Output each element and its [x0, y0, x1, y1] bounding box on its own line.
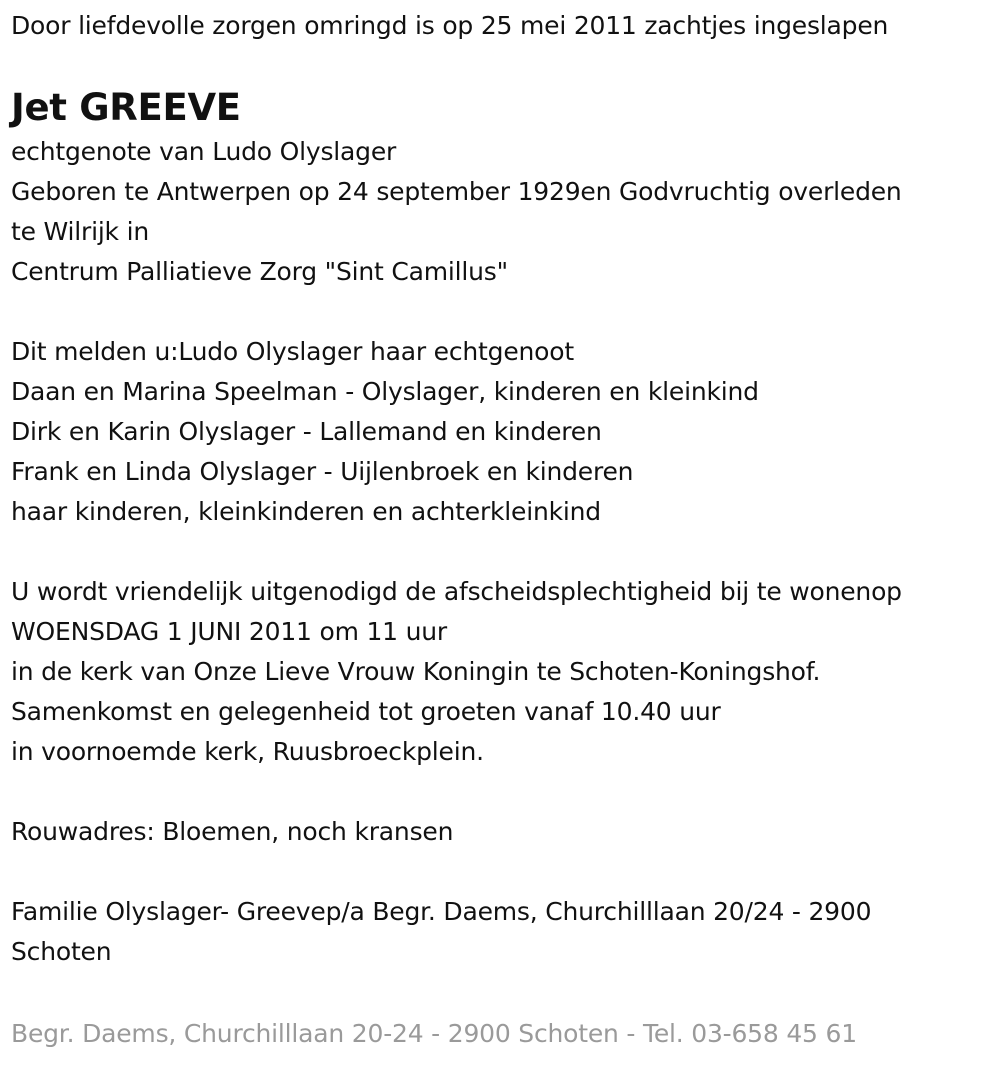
funeral-home-footer: Begr. Daems, Churchilllaan 20-24 - 2900 Schoten - Tel. 03-658 45 61 — [11, 1019, 857, 1048]
ceremony-line: WOENSDAG 1 JUNI 2011 om 11 uur — [11, 617, 447, 646]
ceremony-line: U wordt vriendelijk uitgenodigd de afscheidsplechtigheid bij te wonenop — [11, 577, 902, 606]
detail-line: Geboren te Antwerpen op 24 september 1929en Godvruchtig overleden — [11, 177, 902, 206]
family-block — [11, 892, 996, 972]
spacer — [11, 292, 996, 332]
intro-text: Door liefdevolle zorgen omringd is op 25 mei 2011 zachtjes ingeslapen — [11, 11, 889, 40]
obituary-notice — [11, 8, 996, 972]
spacer — [11, 532, 996, 572]
ceremony-line: Samenkomst en gelegenheid tot groeten vanaf 10.40 uur — [11, 697, 721, 726]
ceremony-line: in voornoemde kerk, Ruusbroeckplein. — [11, 737, 484, 766]
announcer-line: Daan en Marina Speelman - Olyslager, kinderen en kleinkind — [11, 377, 759, 406]
spacer — [11, 772, 996, 812]
mourning-address: Rouwadres: Bloemen, noch kransen — [11, 817, 454, 846]
detail-line: echtgenote van Ludo Olyslager — [11, 137, 397, 166]
spacer — [11, 852, 996, 892]
announcers-block — [11, 332, 996, 532]
family-line: Familie Olyslager- Greevep/a Begr. Daems, Churchilllaan 20/24 - 2900 — [11, 897, 872, 926]
announcer-line: haar kinderen, kleinkinderen en achterkleinkind — [11, 497, 601, 526]
announcer-line: Dirk en Karin Olyslager - Lallemand en kinderen — [11, 417, 602, 446]
family-line: Schoten — [11, 937, 112, 966]
announcer-line: Frank en Linda Olyslager - Uijlenbroek en kinderen — [11, 457, 634, 486]
details-block — [11, 132, 996, 292]
ceremony-block — [11, 572, 996, 772]
detail-line: te Wilrijk in — [11, 217, 149, 246]
ceremony-line: in de kerk van Onze Lieve Vrouw Koningin te Schoten-Koningshof. — [11, 657, 821, 686]
announcer-line: Dit melden u:Ludo Olyslager haar echtgenoot — [11, 337, 574, 366]
detail-line: Centrum Palliatieve Zorg "Sint Camillus" — [11, 257, 508, 286]
deceased-name: Jet GREEVE — [11, 86, 241, 129]
